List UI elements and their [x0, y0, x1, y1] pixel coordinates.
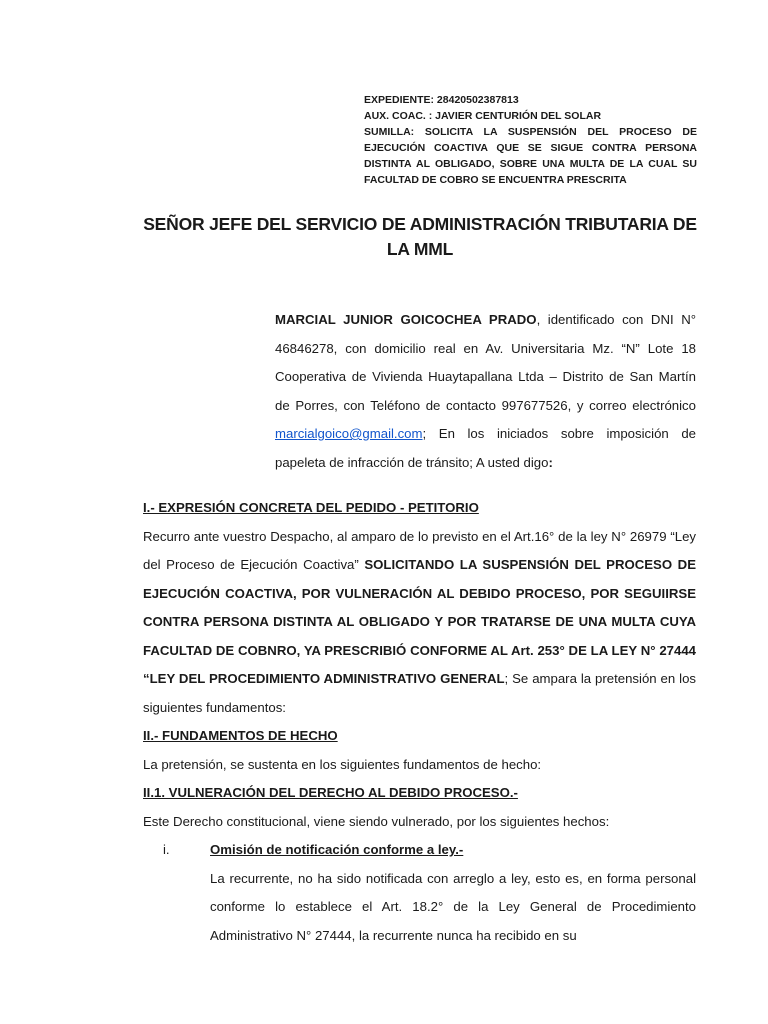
section-1-text-1: Recurro ante vuestro Despacho, al amparo de lo previsto en el Art.16° de la ley N° 26979 “Ley del Proceso de Ejecución Coactiva”: [143, 528, 696, 572]
document-title: SEÑOR JEFE DEL SERVICIO DE ADMINISTRACIÓN TRIBUTARIA DE LA MML: [143, 214, 697, 259]
section-1-text-2: ; Se ampara la pretensión en los siguientes fundamentos:: [143, 671, 696, 715]
list-item-number: i.: [163, 842, 170, 857]
intro-colon: :: [548, 454, 553, 470]
section-2-1-paragraph: Este Derecho constitucional, viene siendo vulnerado, por los siguientes hechos:: [143, 813, 610, 829]
document-body: [143, 494, 696, 950]
section-2-paragraph: La pretensión, se sustenta en los siguientes fundamentos de hecho:: [143, 756, 542, 772]
case-header: [364, 92, 697, 188]
section-2-heading: II.- FUNDAMENTOS DE HECHO: [143, 728, 338, 743]
list-item-paragraph: La recurrente, no ha sido notificada con arreglo a ley, esto es, en forma personal conforme lo establece el Art. 18.2° de la Ley General de Procedimiento Administrativo N° 27444, la recurrente nunca ha recibido en su: [210, 870, 696, 943]
intro-text-1: , identificado con DNI N° 46846278, con domicilio real en Av. Universitaria Mz. “N” Lote 18 Cooperativa de Vivienda Huaytapallana Ltda – Distrito de San Martín de Porres, con Teléfono de contacto 997677526, y correo electrónico: [275, 312, 696, 413]
intro-text-2: ; En los iniciados sobre imposición de papeleta de infracción de tránsito; A usted digo: [275, 426, 696, 470]
list-item: [143, 836, 696, 865]
sumilla-line: SUMILLA: SOLICITA LA SUSPENSIÓN DEL PROCESO DE EJECUCIÓN COACTIVA QUE SE SIGUE CONTRA PERSONA DISTINTA AL OBLIGADO, SOBRE UNA MULTA DE LA CUAL SU FACULTAD DE COBRO SE ENCUENTRA PRESCRITA: [364, 126, 697, 186]
section-1-paragraph: [143, 523, 696, 723]
petitioner-name: MARCIAL JUNIOR GOICOCHEA PRADO: [275, 312, 537, 327]
expediente-line: EXPEDIENTE: 28420502387813: [364, 94, 519, 106]
list-item-title: Omisión de notificación conforme a ley.-: [210, 842, 464, 857]
intro-paragraph: [275, 306, 696, 477]
section-1-heading: I.- EXPRESIÓN CONCRETA DEL PEDIDO - PETITORIO: [143, 500, 479, 515]
section-2-1-heading: II.1. VULNERACIÓN DEL DERECHO AL DEBIDO PROCESO.-: [143, 785, 518, 800]
email-link[interactable]: marcialgoico@gmail.com: [275, 426, 423, 441]
section-1-bold-request: SOLICITANDO LA SUSPENSIÓN DEL PROCESO DE EJECUCIÓN COACTIVA, POR VULNERACIÓN AL DEBIDO PROCESO, POR SEGUIIRSE CONTRA PERSONA DISTINTA AL OBLIGADO Y POR TRATARSE DE UNA MULTA CUYA FACULTAD DE COBNRO, YA PRESCRIBIÓ CONFORME AL Art. 253° DE LA LEY N° 27444 “LEY DEL PROCEDIMIENTO ADMINISTRATIVO GENERAL: [143, 557, 696, 686]
aux-coac-line: AUX. COAC. : JAVIER CENTURIÓN DEL SOLAR: [364, 110, 602, 122]
